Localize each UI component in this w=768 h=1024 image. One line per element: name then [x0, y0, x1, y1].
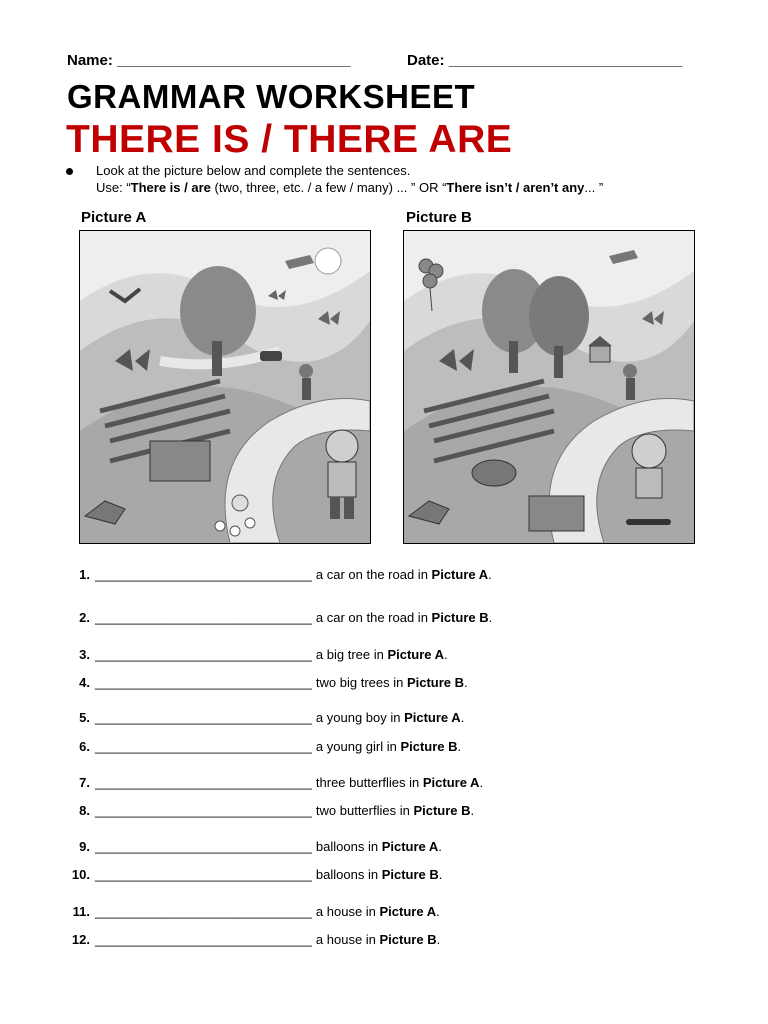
date-label: Date: — [407, 52, 445, 69]
worksheet-title: GRAMMAR WORKSHEET — [67, 78, 476, 115]
sentence-end: . — [457, 739, 462, 754]
sentence-number: 5. — [79, 710, 90, 725]
picture-reference: Picture A — [381, 839, 439, 854]
picture-a-label: Picture A — [81, 209, 147, 226]
answer-blank[interactable]: ______________________________ — [95, 710, 312, 725]
sentence-end: . — [479, 775, 484, 790]
picture-reference: Picture B — [379, 932, 437, 947]
sentence-text: a young girl in — [315, 739, 401, 754]
sentence-number: 1. — [79, 567, 90, 582]
sentence-end: . — [488, 567, 492, 582]
sentence-row — [62, 646, 448, 664]
sentence-row — [62, 838, 442, 856]
picture-reference: Picture B — [431, 610, 489, 625]
picture-reference: Picture B — [381, 867, 439, 882]
answer-blank[interactable]: ______________________________ — [95, 867, 312, 882]
sentence-text: three butterflies in — [315, 775, 423, 790]
picture-reference: Picture B — [413, 803, 471, 818]
answer-blank[interactable]: ______________________________ — [95, 675, 312, 690]
name-label: Name: — [67, 52, 113, 69]
sentence-text: two butterflies in — [315, 803, 414, 818]
sentence-text: a car on the road in — [315, 610, 432, 625]
picture-a-illustration — [79, 230, 371, 544]
answer-blank[interactable]: ______________________________ — [95, 739, 312, 754]
sentence-row — [62, 738, 461, 756]
date-field[interactable] — [407, 52, 682, 69]
sentence-number: 7. — [79, 775, 90, 790]
picture-reference: Picture A — [431, 567, 489, 582]
sentence-end: . — [438, 867, 443, 882]
answer-blank[interactable]: ______________________________ — [95, 610, 312, 625]
answer-blank[interactable]: ______________________________ — [95, 567, 312, 582]
sentence-row — [62, 774, 483, 792]
sentence-row — [62, 566, 492, 584]
sentence-row — [62, 866, 442, 884]
instructions-line2: Use: “There is / are (two, three, etc. / a few / many) ... ” OR “There isn’t / aren’t any... ” — [96, 180, 604, 195]
instructions-line1: Look at the picture below and complete the sentences. — [96, 163, 411, 178]
sentence-text: a young boy in — [315, 710, 405, 725]
picture-reference: Picture B — [406, 675, 465, 690]
worksheet-subtitle: THERE IS / THERE ARE — [66, 118, 513, 161]
sentence-text: balloons in — [315, 839, 382, 854]
answer-blank[interactable]: ______________________________ — [95, 803, 312, 818]
sentence-number: 4. — [79, 675, 90, 690]
sentence-text: a house in — [315, 904, 380, 919]
sentence-number: 9. — [79, 839, 90, 854]
sentence-end: . — [488, 610, 493, 625]
picture-reference: Picture A — [379, 904, 437, 919]
sentence-row — [62, 802, 474, 820]
instructions — [96, 162, 603, 196]
sentence-text: a car on the road in — [315, 567, 432, 582]
sentence-end: . — [460, 710, 465, 725]
sentence-number: 6. — [79, 739, 90, 754]
bullet-icon — [66, 168, 73, 175]
answer-blank[interactable]: ______________________________ — [95, 775, 312, 790]
sentence-end: . — [438, 839, 442, 854]
sentence-number: 8. — [79, 803, 90, 818]
picture-reference: Picture A — [387, 647, 445, 662]
sentence-end: . — [470, 803, 475, 818]
sentence-text: two big trees in — [315, 675, 407, 690]
picture-b-label: Picture B — [406, 209, 472, 226]
sentence-number: 10. — [71, 867, 90, 882]
sentence-end: . — [464, 675, 468, 690]
picture-reference: Picture A — [404, 710, 461, 725]
sentence-number: 11. — [72, 904, 90, 919]
sentence-row — [62, 674, 468, 692]
sentence-number: 12. — [71, 932, 90, 947]
sentence-text: a big tree in — [315, 647, 388, 662]
name-field[interactable] — [67, 52, 351, 69]
sentence-text: balloons in — [315, 867, 382, 882]
sentence-end: . — [436, 932, 441, 947]
name-blank[interactable]: ____________________________ — [117, 52, 351, 69]
picture-reference: Picture B — [400, 739, 458, 754]
answer-blank[interactable]: ______________________________ — [95, 932, 312, 947]
sentence-end: . — [444, 647, 448, 662]
date-blank[interactable]: ____________________________ — [448, 52, 683, 69]
sentence-number: 2. — [79, 610, 90, 625]
sentence-end: . — [436, 904, 440, 919]
sentence-row — [62, 903, 440, 921]
sentence-row — [62, 931, 440, 949]
sentence-row — [62, 609, 492, 627]
picture-b-illustration — [403, 230, 695, 544]
sentence-row — [62, 709, 464, 727]
sentence-text: a house in — [315, 932, 380, 947]
sentence-number: 3. — [79, 647, 90, 662]
answer-blank[interactable]: ______________________________ — [95, 839, 312, 854]
answer-blank[interactable]: ______________________________ — [95, 647, 312, 662]
answer-blank[interactable]: ______________________________ — [95, 904, 312, 919]
picture-reference: Picture A — [422, 775, 480, 790]
